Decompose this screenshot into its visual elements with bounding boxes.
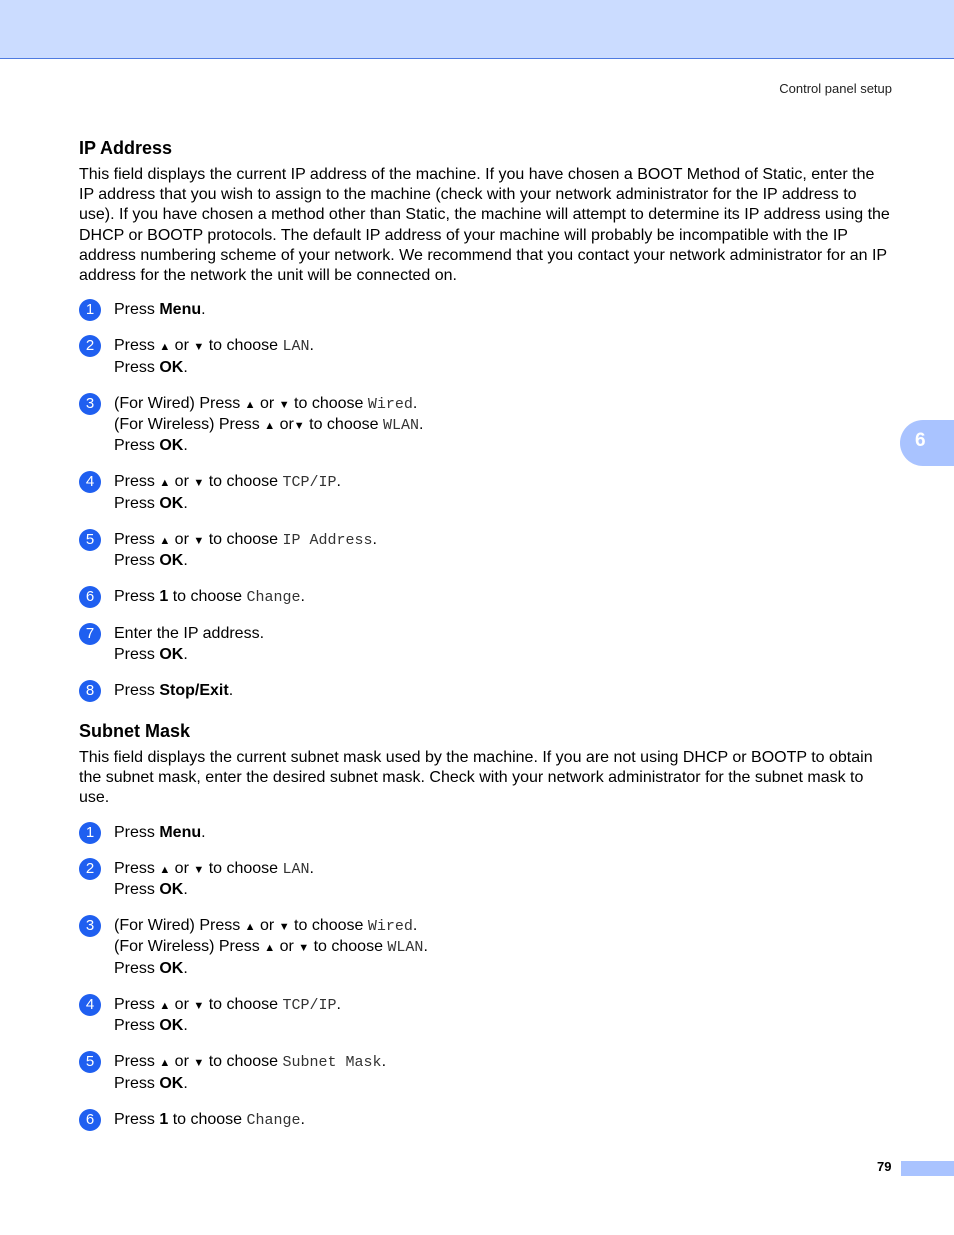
step-line: Press OK. [114,1074,188,1092]
step-number-icon: 5 [79,1051,101,1073]
step-number-icon: 1 [79,822,101,844]
step-line: Press 1 to choose Change. [114,1110,305,1129]
step-line: Press ▲ or ▼ to choose LAN. [114,859,314,878]
lcd-text: LAN [282,860,310,878]
list-item [79,624,891,664]
key-label: Menu [159,823,202,841]
step-number-icon: 8 [79,680,101,702]
up-arrow-icon: ▲ [159,1057,171,1070]
key-label: Menu [159,301,202,319]
key-label: OK [159,437,184,455]
step-line: Press OK. [114,881,188,899]
step-number-icon: 6 [79,1109,101,1131]
step-line: Press Stop/Exit. [114,681,234,699]
list-item [79,681,891,701]
step-line: Press OK. [114,358,188,376]
step-number-icon: 4 [79,471,101,493]
down-arrow-icon: ▼ [293,420,305,433]
step-line: Press Menu. [114,301,206,319]
up-arrow-icon: ▲ [159,477,171,490]
page-number: 79 [877,1159,892,1174]
list-item [79,530,891,571]
subnet-mask-description: This field displays the current subnet mask used by the machine. If you are not using DHCP or BOOTP to obtain the subnet mask, enter the desired subnet mask. Check with your network administrator for the subnet mask to use. [79,749,873,807]
key-label: OK [159,645,184,663]
lcd-text: WLAN [387,939,424,957]
step-line: (For Wireless) Press ▲ or▼ to choose WLAN. [114,416,424,435]
step-line: Press OK. [114,959,188,977]
key-label: OK [159,1017,184,1035]
chapter-tab [900,420,954,466]
step-number-icon: 6 [79,586,101,608]
lcd-text: Subnet Mask [282,1054,382,1072]
step-line: Press OK. [114,1017,188,1035]
list-item [79,1052,891,1093]
lcd-text: Wired [367,395,413,413]
down-arrow-icon: ▼ [193,477,205,490]
up-arrow-icon: ▲ [264,942,276,955]
step-number-icon: 2 [79,335,101,357]
list-item [79,472,891,513]
key-label: OK [159,1074,184,1092]
step-line: Press OK. [114,494,188,512]
step-line: Press ▲ or ▼ to choose TCP/IP. [114,473,341,492]
list-item [79,859,891,900]
list-item [79,587,891,608]
key-label: OK [159,358,184,376]
step-number-icon: 7 [79,623,101,645]
key-label: OK [159,494,184,512]
step-line: Press ▲ or ▼ to choose Subnet Mask. [114,1053,387,1072]
chapter-number: 6 [915,430,926,451]
key-label: OK [159,552,184,570]
up-arrow-icon: ▲ [244,921,256,934]
ip-address-description: This field displays the current IP address of the machine. If you have chosen a BOOT Method of Static, enter the IP address that you wish to assign to the machine (check with your network administrator for the IP address to use). If you have chosen a method other than Static, the machine will attempt to determine its IP address using the DHCP or BOOTP protocols. The default IP address of your machine will probably be incompatible with the IP address numbering scheme of your network. We recommend that you contact your network administrator for an IP address for the network the unit will be connected on. [79,166,890,285]
step-line: Press ▲ or ▼ to choose LAN. [114,337,314,356]
step-line: (For Wired) Press ▲ or ▼ to choose Wired. [114,394,418,413]
running-head: Control panel setup [779,81,892,96]
step-line: Press ▲ or ▼ to choose TCP/IP. [114,995,341,1014]
up-arrow-icon: ▲ [264,420,276,433]
up-arrow-icon: ▲ [244,398,256,411]
ip-address-heading: IP Address [79,138,173,158]
list-item [79,1110,891,1131]
ip-address-section [79,136,891,701]
list-item [79,995,891,1036]
step-number-icon: 1 [79,299,101,321]
lcd-text: TCP/IP [282,996,337,1014]
subnet-mask-steps [79,823,891,1131]
step-number-icon: 2 [79,858,101,880]
lcd-text: Change [246,1111,301,1129]
down-arrow-icon: ▼ [193,534,205,547]
step-line: Press OK. [114,552,188,570]
lcd-text: TCP/IP [282,474,337,492]
step-number-icon: 3 [79,915,101,937]
step-line: Press OK. [114,437,188,455]
step-number-icon: 4 [79,994,101,1016]
down-arrow-icon: ▼ [193,863,205,876]
up-arrow-icon: ▲ [159,534,171,547]
up-arrow-icon: ▲ [159,863,171,876]
key-label: OK [159,881,184,899]
lcd-text: Wired [367,918,413,936]
key-label: 1 [159,1110,169,1128]
page-content [79,136,891,1147]
step-line: Press ▲ or ▼ to choose IP Address. [114,530,377,549]
step-line: Enter the IP address. [114,625,265,643]
up-arrow-icon: ▲ [159,999,171,1012]
header-band [0,0,954,59]
step-line: Press Menu. [114,823,206,841]
down-arrow-icon: ▼ [193,999,205,1012]
down-arrow-icon: ▼ [193,1057,205,1070]
list-item [79,394,891,457]
lcd-text: IP Address [282,531,373,549]
lcd-text: LAN [282,338,310,356]
list-item [79,336,891,377]
list-item [79,823,891,843]
lcd-text: WLAN [382,417,419,435]
down-arrow-icon: ▼ [278,921,290,934]
subnet-mask-section [79,719,891,1131]
footer-bar [901,1161,954,1176]
step-line: Press 1 to choose Change. [114,588,305,607]
step-number-icon: 5 [79,529,101,551]
step-number-icon: 3 [79,393,101,415]
key-label: OK [159,959,184,977]
down-arrow-icon: ▼ [298,942,310,955]
down-arrow-icon: ▼ [278,398,290,411]
step-line: (For Wireless) Press ▲ or ▼ to choose WLAN. [114,938,428,957]
subnet-mask-heading: Subnet Mask [79,721,191,742]
list-item [79,300,891,320]
up-arrow-icon: ▲ [159,341,171,354]
step-line: Press OK. [114,645,188,663]
list-item [79,916,891,979]
key-label: Stop/Exit [159,681,229,699]
ip-address-steps [79,300,891,701]
lcd-text: Change [246,589,301,607]
key-label: 1 [159,588,169,606]
step-line: (For Wired) Press ▲ or ▼ to choose Wired. [114,917,418,936]
down-arrow-icon: ▼ [193,341,205,354]
